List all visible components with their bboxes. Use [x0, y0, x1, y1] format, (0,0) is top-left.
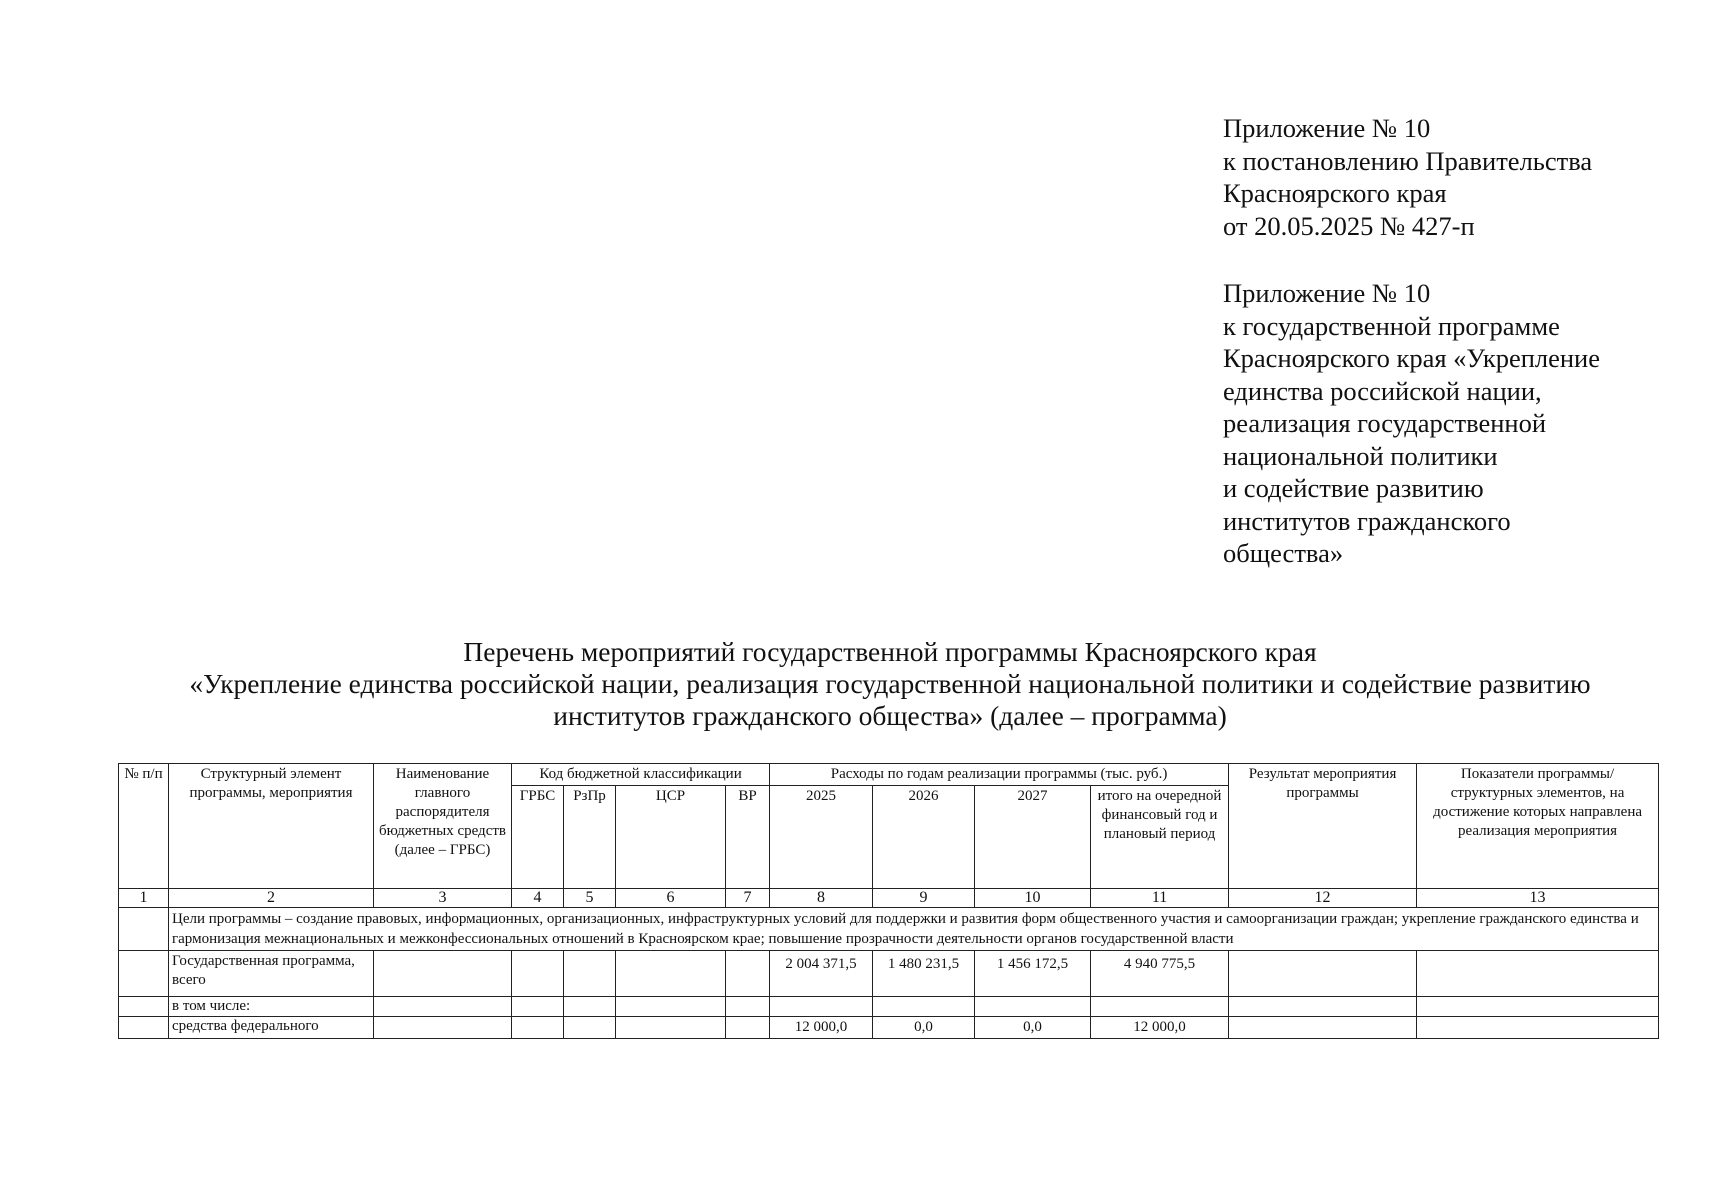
- table-row: [119, 997, 1659, 1017]
- appendix-program-line: единства российской нации,: [1223, 375, 1542, 406]
- goal-row: [119, 908, 1659, 951]
- appendix-resolution-line: Красноярского края: [1223, 178, 1447, 208]
- header-grbs: ГРБС: [512, 786, 564, 889]
- column-number: 9: [873, 889, 975, 908]
- appendix-resolution-line: Приложение № 10: [1223, 113, 1431, 143]
- table-cell: [564, 997, 616, 1017]
- program-activities-table: [118, 763, 1659, 1039]
- column-number: 13: [1417, 889, 1659, 908]
- header-expenses: Расходы по годам реализации программы (тыс. руб.): [770, 764, 1229, 786]
- column-number: 12: [1229, 889, 1417, 908]
- column-number: 6: [616, 889, 726, 908]
- table-cell: [119, 1017, 169, 1039]
- appendix-resolution-line: от 20.05.2025 № 427-п: [1223, 210, 1475, 241]
- header-year-2025: 2025: [770, 786, 873, 889]
- table-cell: [1091, 997, 1229, 1017]
- table-cell: [374, 997, 512, 1017]
- row-2025: 12 000,0: [770, 1017, 873, 1039]
- table-cell: [119, 997, 169, 1017]
- table-cell: [726, 997, 770, 1017]
- document-title-line: институтов гражданского общества» (далее – программа): [553, 700, 1227, 731]
- table-cell: [512, 951, 564, 997]
- header-result: Результат мероприятия программы: [1229, 764, 1417, 889]
- header-grbs-name: Наименование главного распорядителя бюджетных средств (далее – ГРБС): [374, 764, 512, 889]
- table-cell: [512, 1017, 564, 1039]
- row-2026: 1 480 231,5: [873, 951, 975, 997]
- appendix-program-line: Красноярского края «Укрепление: [1223, 343, 1601, 373]
- column-number: 11: [1091, 889, 1229, 908]
- row-total: 4 940 775,5: [1091, 951, 1229, 997]
- row-total: 12 000,0: [1091, 1017, 1229, 1039]
- appendix-program-line: общества»: [1223, 538, 1344, 568]
- document-title-line: «Укрепление единства российской нации, реализация государственной национальной политики и содействие развитию: [189, 668, 1591, 699]
- column-number: 5: [564, 889, 616, 908]
- column-number: 1: [119, 889, 169, 908]
- program-goals-text: Цели программы – создание правовых, информационных, организационных, инфраструктурных условий для поддержки и развития форм общественного участия и самоорганизации граждан; укрепление гражданского единства и гармонизация межнациональных и межконфессиональных отношений в Красноярском крае; повышение прозрачности деятельности органов государственной власти: [169, 908, 1659, 951]
- table-cell: [119, 951, 169, 997]
- appendix-program-line: Приложение № 10: [1223, 278, 1431, 308]
- table-row: [119, 1017, 1659, 1039]
- row-2025: 2 004 371,5: [770, 951, 873, 997]
- column-number: 7: [726, 889, 770, 908]
- appendix-program-line: и содействие развитию: [1223, 473, 1484, 503]
- table-cell: [1229, 997, 1417, 1017]
- appendix-program-line: национальной политики: [1223, 440, 1498, 471]
- appendix-program-line: институтов гражданского: [1223, 505, 1511, 536]
- appendix-resolution-line: к постановлению Правительства: [1223, 145, 1593, 176]
- table-row: [119, 951, 1659, 997]
- header-num: № п/п: [119, 764, 169, 889]
- table-cell: [1229, 951, 1417, 997]
- table-cell: [726, 951, 770, 997]
- document-title: [110, 636, 1670, 732]
- table-cell: [873, 997, 975, 1017]
- table-cell: [975, 997, 1091, 1017]
- column-number-row: [119, 889, 1659, 908]
- column-number: 4: [512, 889, 564, 908]
- table-cell: [1229, 1017, 1417, 1039]
- appendix-resolution-block: [1223, 112, 1693, 242]
- header-year-2027: 2027: [975, 786, 1091, 889]
- column-number: 8: [770, 889, 873, 908]
- table-cell: [770, 997, 873, 1017]
- table-cell: [564, 1017, 616, 1039]
- header-rzpr: РзПр: [564, 786, 616, 889]
- table-header-row: [119, 764, 1659, 786]
- table-cell: [512, 997, 564, 1017]
- document-title-line: Перечень мероприятий государственной программы Красноярского края: [463, 636, 1317, 667]
- table-cell: [564, 951, 616, 997]
- header-vr: ВР: [726, 786, 770, 889]
- row-element: в том числе:: [169, 997, 374, 1017]
- header-csr: ЦСР: [616, 786, 726, 889]
- column-number: 2: [169, 889, 374, 908]
- header-indicators: Показатели программы/ структурных элементов, на достижение которых направлена реализация мероприятия: [1417, 764, 1659, 889]
- row-2026: 0,0: [873, 1017, 975, 1039]
- header-budget-code: Код бюджетной классификации: [512, 764, 770, 786]
- column-number: 3: [374, 889, 512, 908]
- table-cell: [616, 1017, 726, 1039]
- table-cell: [374, 951, 512, 997]
- table-cell: [374, 1017, 512, 1039]
- goal-empty-cell: [119, 908, 169, 951]
- table-cell: [1417, 1017, 1659, 1039]
- table-cell: [726, 1017, 770, 1039]
- row-element: Государственная программа, всего: [169, 951, 374, 997]
- appendix-program-line: к государственной программе: [1223, 310, 1560, 341]
- appendix-program-line: реализация государственной: [1223, 408, 1547, 438]
- table-cell: [1417, 951, 1659, 997]
- row-element: средства федерального: [169, 1017, 374, 1039]
- row-2027: 0,0: [975, 1017, 1091, 1039]
- header-total: итого на очередной финансовый год и плановый период: [1091, 786, 1229, 889]
- table-cell: [616, 997, 726, 1017]
- appendix-program-block: [1223, 277, 1693, 570]
- column-number: 10: [975, 889, 1091, 908]
- table-cell: [616, 951, 726, 997]
- row-2027: 1 456 172,5: [975, 951, 1091, 997]
- header-structural-element: Структурный элемент программы, мероприятия: [169, 764, 374, 889]
- header-year-2026: 2026: [873, 786, 975, 889]
- table-cell: [1417, 997, 1659, 1017]
